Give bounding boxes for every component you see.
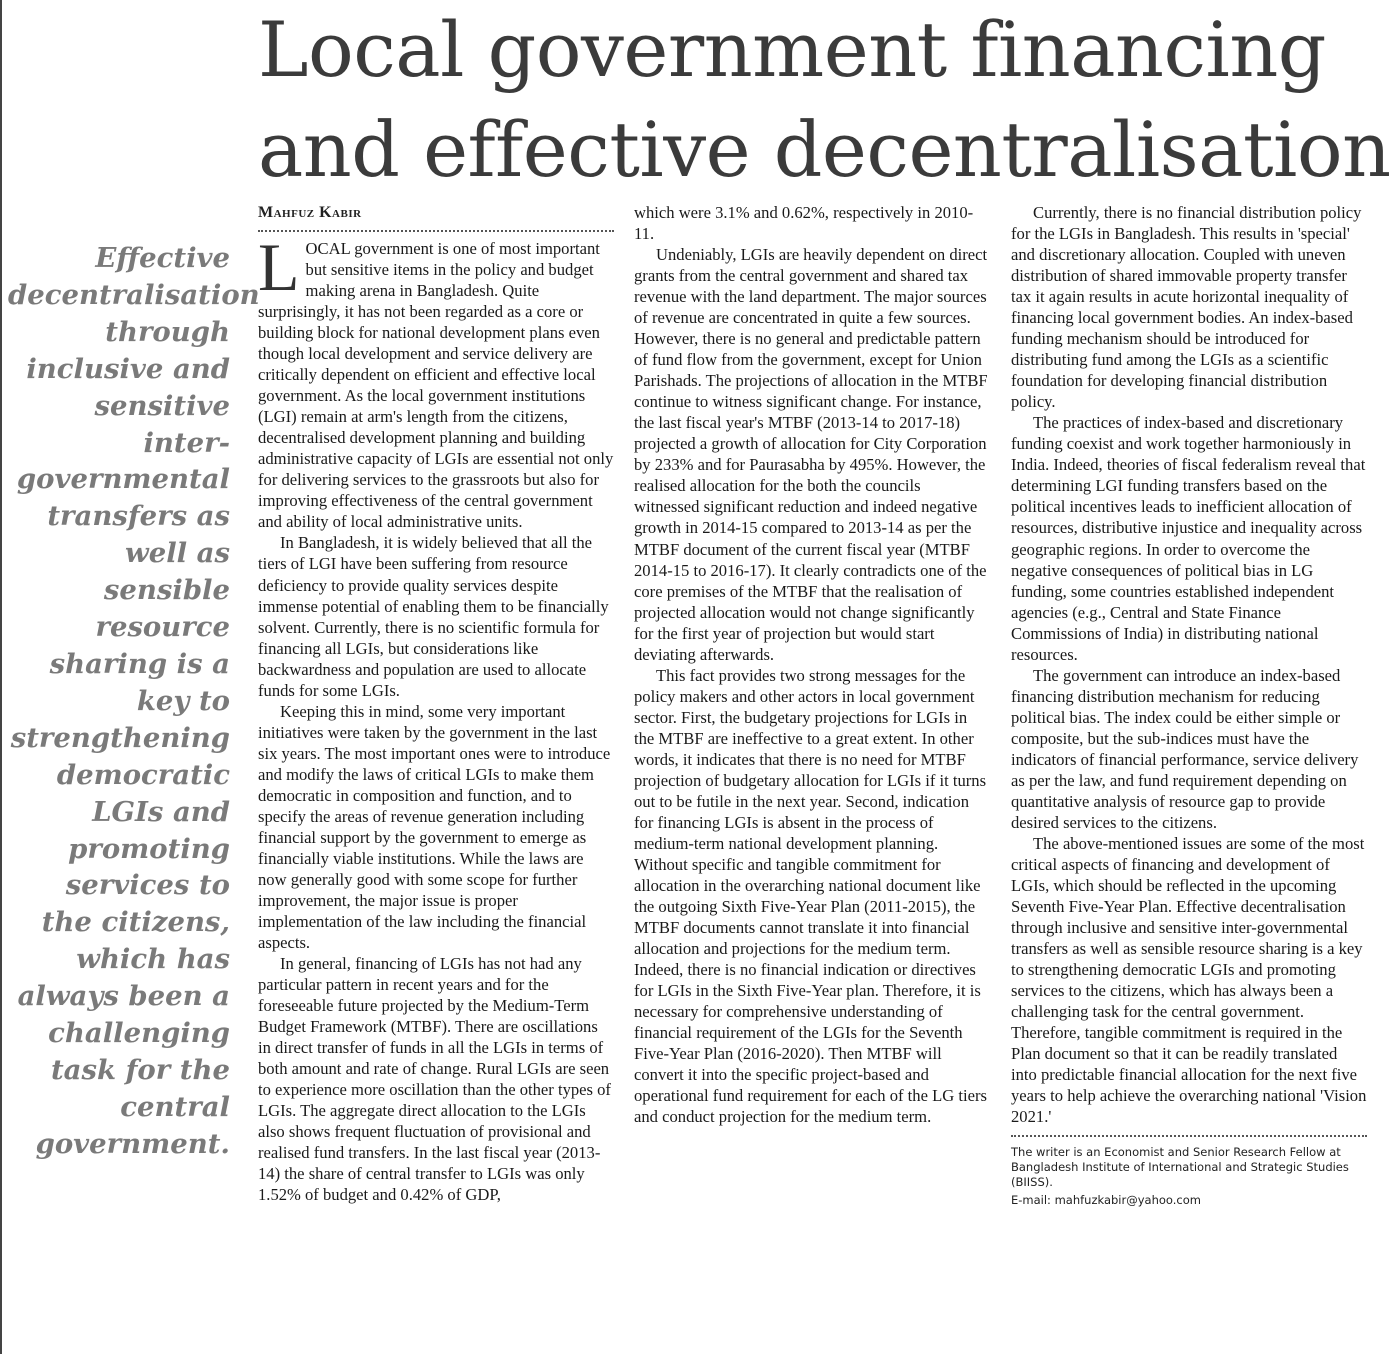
article-paragraph: The above-mentioned issues are some of the most critical aspects of financing and development of LGIs, which should be reflected in the upcoming Seventh Five-Year Plan. Effective decentralisation through inclusive and sensitive inter-governmental transfers as well as sensible resource sharing is a key to strengthening democratic LGIs and promoting services to the citizens, which has always been a challenging task for the central government. Therefore, tangible commitment is required in the Plan document so that it can be readily translated into predictable financial allocation for the next five years to help achieve the overarching national 'Vision 2021.' bbox=[1011, 833, 1367, 1127]
article-paragraph: This fact provides two strong messages for the policy makers and other actors in local government sector. First, the budgetary projections for LGIs in the MTBF are ineffective to a great extent. In other words, it indicates that there is no need for MTBF projection of budgetary allocation for LGIs if it turns out to be futile in the next year. Second, indication for financing LGIs is absent in the process of medium-term national development planning. Without specific and tangible commitment for allocation in the overarching national document like the outgoing Sixth Five-Year Plan (2011-2015), the MTBF documents cannot translate it into financial allocation and projections for the medium term. Indeed, there is no financial indication or directives for LGIs in the Sixth Five-Year plan. Therefore, it is necessary for comprehensive understanding of financial requirement of the LGIs for the Seventh Five-Year Plan (2016-2020). Then MTBF will convert it into the specific project-based and operational fund requirement for each of the LG tiers and conduct projection for the medium term. bbox=[634, 665, 987, 1127]
headline-line-1: Local government financing bbox=[258, 5, 1326, 94]
byline-rule bbox=[258, 230, 614, 232]
article-column-1 bbox=[258, 202, 614, 1205]
page-left-border bbox=[0, 0, 2, 1354]
article-paragraph: Undeniably, LGIs are heavily dependent on direct grants from the central government and shared tax revenue with the land department. The major sources of revenue are concentrated in quite a few sources. However, there is no general and predictable pattern of fund flow from the government, except for Union Parishads. The projections of allocation in the MTBF continue to witness significant change. For instance, the last fiscal year's MTBF (2013-14 to 2017-18) projected a growth of allocation for City Corporation by 233% and for Paurasabha by 495%. However, the realised allocation for the both the councils witnessed significant reduction and indeed negative growth in 2014-15 compared to 2013-14 as per the MTBF document of the current fiscal year (MTBF 2014-15 to 2016-17). It clearly contradicts one of the core premises of the MTBF that the realisation of projected allocation would not change significantly for the first year of projection but would start deviating afterwards. bbox=[634, 245, 988, 664]
article-column-3 bbox=[1011, 202, 1367, 1209]
article-paragraph: In general, financing of LGIs has not had any particular pattern in recent years and for the foreseeable future projected by the Medium-Term Budget Framework (MTBF). There are oscillations in direct transfer of funds in all the LGIs in terms of both amount and rate of change. Rural LGIs are seen to experience more oscillation than the other types of LGIs. The aggregate direct allocation to the LGIs also shows frequent fluctuation of provisional and realised fund transfers. In the last fiscal year (2013-14) the share of central transfer to LGIs was only 1.52% of budget and 0.42% of GDP, bbox=[258, 954, 611, 1205]
pull-quote: Effective decentralisation through inclusive and sensitive inter-governmental transfers as well as sensible resource sharing is a key to strengthening democratic LGIs and promoting services to the citizens, which has always been a challenging task for the central government. bbox=[8, 242, 260, 1160]
drop-cap: L bbox=[258, 229, 300, 305]
footer-rule bbox=[1011, 1135, 1367, 1137]
article-paragraph: Currently, there is no financial distribution policy for the LGIs in Bangladesh. This results in 'special' and discretionary allocation. Coupled with uneven distribution of shared immovable property transfer tax it again results in acute horizontal inequality of financing local government bodies. An index-based funding mechanism should be introduced for distributing fund among the LGIs as a scientific foundation for developing financial distribution policy. bbox=[1011, 203, 1362, 412]
author-email: E-mail: mahfuzkabir@yahoo.com bbox=[1011, 1193, 1201, 1208]
article-paragraph: LOCAL government is one of most important but sensitive items in the policy and budget making arena in Bangladesh. Quite surprisingly, it has not been regarded as a core or building block for national development plans even though local development and service delivery are critically dependent on efficient and effective local government. As the local government institutions (LGI) remain at arm's length from the citizens, decentralised development planning and building administrative capacity of LGIs are essential not only for delivering services to the grassroots but also for improving effectiveness of the central government and ability of local administrative units. bbox=[258, 229, 614, 532]
article-column-2 bbox=[634, 202, 990, 1127]
article-paragraph: The government can introduce an index-based financing distribution mechanism for reducing political bias. The index could be either simple or composite, but the sub-indices must have the indicators of financial performance, service delivery as per the law, and fund requirement depending on quantitative analysis of resource gap to provide desired services to the citizens. bbox=[1011, 665, 1359, 832]
article-paragraph: The practices of index-based and discretionary funding coexist and work together harmoniously in India. Indeed, theories of fiscal federalism reveal that determining LGI funding transfers based on the political incentives leads to inefficient allocation of resources, distributive injustice and inequality across geographic regions. In order to overcome the negative consequences of political bias in LG funding, some countries established independent agencies (e.g., Central and State Finance Commissions of India) in distributing national resources. bbox=[1011, 413, 1366, 664]
author-note: The writer is an Economist and Senior Research Fellow at Bangladesh Institute of International and Strategic Studies (BIISS). bbox=[1011, 1145, 1349, 1190]
article-paragraph: Keeping this in mind, some very important initiatives were taken by the government in the last six years. The most important ones were to introduce and modify the laws of critical LGIs to make them democratic in composition and function, and to specify the areas of revenue generation including financial support by the government to emerge as financially viable institutions. While the laws are now generally good with some scope for further improvement, the major issue is proper implementation of the law including the financial aspects. bbox=[258, 701, 611, 953]
headline bbox=[258, 0, 1391, 200]
article-paragraph: In Bangladesh, it is widely believed that all the tiers of LGI have been suffering from resource deficiency to provide quality services despite immense potential of enabling them to be financially solvent. Currently, there is no scientific formula for financing all LGIs, but considerations like backwardness and population are used to allocate funds for some LGIs. bbox=[258, 533, 609, 700]
article-paragraph-continued: which were 3.1% and 0.62%, respectively in 2010-11. bbox=[634, 203, 974, 244]
headline-line-2: and effective decentralisation bbox=[258, 105, 1391, 194]
byline: Mahfuz Kabir bbox=[258, 204, 362, 221]
